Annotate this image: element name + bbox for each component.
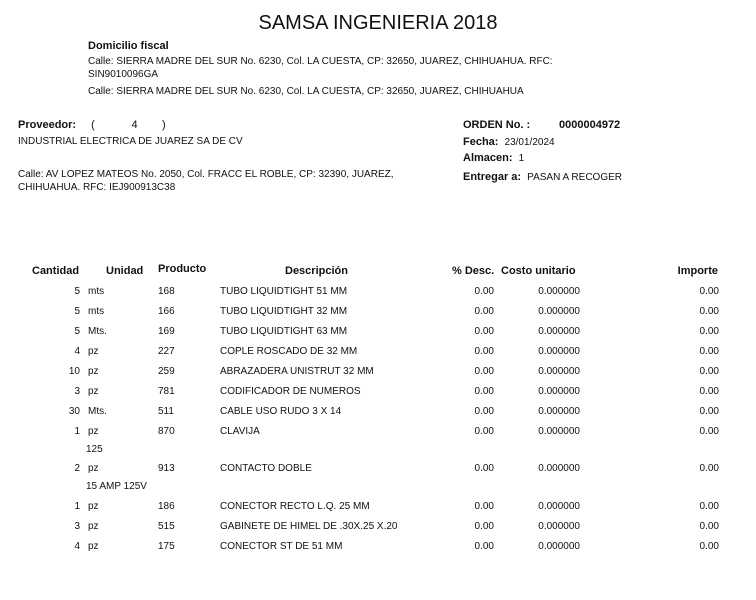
cell-qty: 5 [74, 286, 80, 297]
cell-qty: 4 [74, 541, 80, 552]
table-row [0, 463, 756, 477]
cell-discount: 0.00 [474, 521, 494, 532]
cell-product: 168 [158, 286, 175, 297]
cell-product: 511 [158, 406, 174, 417]
table-row [0, 521, 756, 535]
table-row [0, 326, 756, 340]
row-note: 125 [86, 444, 103, 455]
cell-product: 913 [158, 463, 175, 474]
header-desc: Descripción [285, 265, 348, 277]
order-deliver: PASAN A RECOGER [527, 172, 622, 183]
cell-desc: COPLE ROSCADO DE 32 MM [220, 346, 358, 357]
table-row [0, 501, 756, 515]
cell-discount: 0.00 [474, 346, 494, 357]
cell-cost: 0.000000 [538, 541, 580, 552]
cell-cost: 0.000000 [538, 406, 580, 417]
header-qty: Cantidad [32, 265, 80, 277]
cell-product: 169 [158, 326, 175, 337]
cell-unit: Mts. [88, 326, 107, 337]
cell-discount: 0.00 [474, 406, 494, 417]
cell-cost: 0.000000 [538, 501, 580, 512]
cell-amount: 0.00 [699, 501, 719, 512]
cell-product: 259 [158, 366, 175, 377]
header-amount: Importe [677, 265, 718, 277]
cell-unit: pz [88, 366, 99, 377]
cell-discount: 0.00 [474, 386, 494, 397]
cell-qty: 1 [74, 426, 80, 437]
cell-cost: 0.000000 [538, 386, 580, 397]
company-name: SAMSA INGENIERIA 2018 [258, 12, 498, 34]
cell-desc: ABRAZADERA UNISTRUT 32 MM [220, 366, 374, 377]
cell-qty: 5 [74, 306, 80, 317]
cell-unit: pz [88, 501, 99, 512]
cell-discount: 0.00 [474, 541, 494, 552]
cell-discount: 0.00 [474, 426, 494, 437]
cell-discount: 0.00 [474, 366, 494, 377]
cell-unit: pz [88, 521, 99, 532]
cell-amount: 0.00 [699, 326, 719, 337]
cell-amount: 0.00 [699, 541, 719, 552]
cell-discount: 0.00 [474, 306, 494, 317]
cell-cost: 0.000000 [538, 521, 580, 532]
cell-qty: 4 [74, 346, 80, 357]
order-warehouse-label: Almacen: [463, 152, 513, 164]
cell-qty: 2 [74, 463, 80, 474]
cell-qty: 3 [74, 386, 80, 397]
cell-cost: 0.000000 [538, 286, 580, 297]
company-address-line1: Calle: SIERRA MADRE DEL SUR No. 6230, Col. LA CUESTA, CP: 32650, JUAREZ, CHIHUAHUA. RFC: [88, 56, 553, 67]
order-number-label: ORDEN No. : [463, 119, 531, 131]
header-cost: Costo unitario [501, 265, 576, 277]
cell-desc: CABLE USO RUDO 3 X 14 [220, 406, 342, 417]
cell-cost: 0.000000 [538, 306, 580, 317]
cell-amount: 0.00 [699, 386, 719, 397]
cell-unit: mts [88, 306, 105, 317]
row-note: 15 AMP 125V [86, 481, 147, 492]
cell-discount: 0.00 [474, 286, 494, 297]
table-row [0, 286, 756, 300]
cell-cost: 0.000000 [538, 426, 580, 437]
cell-product: 166 [158, 306, 175, 317]
cell-cost: 0.000000 [538, 326, 580, 337]
table-row [0, 406, 756, 420]
cell-desc: TUBO LIQUIDTIGHT 63 MM [220, 326, 348, 337]
cell-amount: 0.00 [699, 521, 719, 532]
order-deliver-block [463, 171, 622, 183]
cell-amount: 0.00 [699, 463, 719, 474]
cell-unit: pz [88, 346, 99, 357]
cell-unit: Mts. [88, 406, 107, 417]
cell-discount: 0.00 [474, 463, 494, 474]
cell-desc: TUBO LIQUIDTIGHT 51 MM [220, 286, 348, 297]
cell-amount: 0.00 [699, 426, 719, 437]
order-date-block [463, 136, 555, 148]
cell-product: 227 [158, 346, 175, 357]
domicilio-label: Domicilio fiscal [88, 40, 169, 52]
order-number-block [463, 119, 621, 131]
cell-desc: CODIFICADOR DE NUMEROS [220, 386, 361, 397]
cell-amount: 0.00 [699, 406, 719, 417]
header-unit: Unidad [106, 265, 144, 277]
company-address-line2: Calle: SIERRA MADRE DEL SUR No. 6230, Col. LA CUESTA, CP: 32650, JUAREZ, CHIHUAHUA [88, 86, 524, 97]
table-row [0, 386, 756, 400]
cell-product: 515 [158, 521, 175, 532]
cell-qty: 3 [74, 521, 80, 532]
order-warehouse: 1 [518, 153, 525, 164]
cell-amount: 0.00 [699, 366, 719, 377]
cell-product: 175 [158, 541, 175, 552]
header-product: Producto [158, 263, 207, 275]
cell-cost: 0.000000 [538, 366, 580, 377]
cell-unit: pz [88, 426, 99, 437]
supplier-address-line1: Calle: AV LOPEZ MATEOS No. 2050, Col. FRACC EL ROBLE, CP: 32390, JUAREZ, [18, 169, 394, 180]
order-warehouse-block [463, 152, 524, 164]
supplier-code: ( 4 ) [91, 119, 166, 131]
cell-unit: pz [88, 463, 99, 474]
cell-amount: 0.00 [699, 346, 719, 357]
cell-discount: 0.00 [474, 501, 494, 512]
cell-unit: pz [88, 541, 99, 552]
order-deliver-label: Entregar a: [463, 171, 522, 183]
cell-desc: CONECTOR RECTO L.Q. 25 MM [220, 501, 370, 512]
cell-unit: pz [88, 386, 99, 397]
company-rfc: SIN9010096GA [88, 69, 159, 80]
supplier-label: Proveedor: [18, 119, 77, 131]
cell-desc: TUBO LIQUIDTIGHT 32 MM [220, 306, 348, 317]
cell-amount: 0.00 [699, 306, 719, 317]
cell-product: 186 [158, 501, 175, 512]
supplier-name: INDUSTRIAL ELECTRICA DE JUAREZ SA DE CV [18, 136, 243, 147]
cell-product: 781 [158, 386, 175, 397]
order-date: 23/01/2024 [504, 137, 555, 148]
cell-amount: 0.00 [699, 286, 719, 297]
table-row [0, 306, 756, 320]
cell-unit: mts [88, 286, 105, 297]
cell-desc: GABINETE DE HIMEL DE .30X.25 X.20 [220, 521, 398, 532]
supplier-header [18, 119, 166, 131]
cell-qty: 1 [74, 501, 80, 512]
cell-cost: 0.000000 [538, 346, 580, 357]
cell-desc: CLAVIJA [220, 426, 260, 437]
order-number: 0000004972 [559, 119, 621, 131]
table-row [0, 366, 756, 380]
table-row [0, 541, 756, 555]
cell-desc: CONECTOR ST DE 51 MM [220, 541, 343, 552]
cell-qty: 30 [68, 406, 80, 417]
cell-qty: 5 [74, 326, 80, 337]
table-row [0, 426, 756, 440]
cell-product: 870 [158, 426, 175, 437]
header-discount: % Desc. [452, 265, 495, 277]
supplier-address-line2: CHIHUAHUA. RFC: IEJ900913C38 [18, 182, 176, 193]
cell-qty: 10 [68, 366, 80, 377]
order-date-label: Fecha: [463, 136, 499, 148]
cell-discount: 0.00 [474, 326, 494, 337]
cell-cost: 0.000000 [538, 463, 580, 474]
table-row [0, 346, 756, 360]
cell-desc: CONTACTO DOBLE [220, 463, 312, 474]
